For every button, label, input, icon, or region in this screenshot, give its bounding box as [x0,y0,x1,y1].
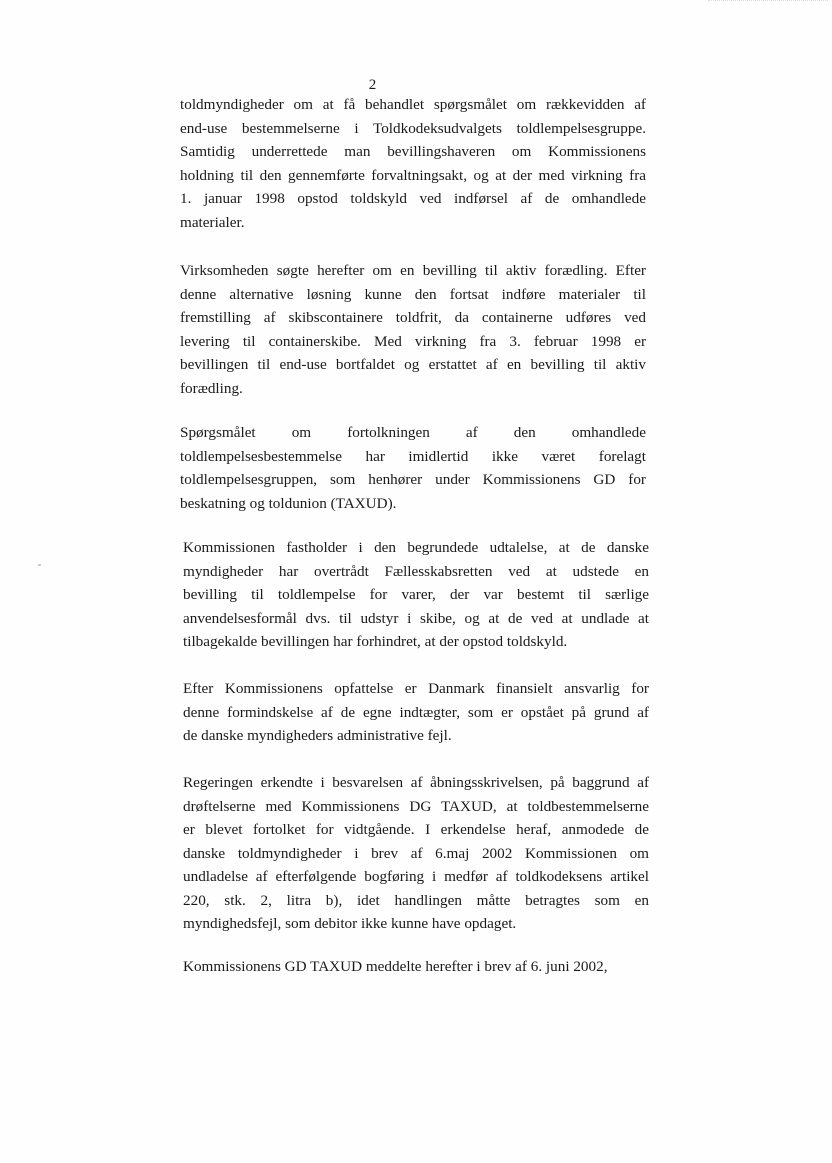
text-line: denne formindskelse af de egne indtægter, som er opstået på grund af [183,703,649,721]
paragraph-3 [180,421,646,515]
text-line: toldmyndigheder om at få behandlet spørgsmålet om rækkevidden af [180,96,646,113]
text-line: tilbagekalde bevillingen har forhindret, at der opstod toldskyld. [183,633,568,650]
scan-artifact [708,0,828,4]
paragraph-4 [183,536,649,654]
paragraph-7 [183,955,649,979]
text-line: myndighedsfejl, som debitor ikke kunne have opdaget. [183,915,517,932]
scan-speck [38,564,41,566]
text-line: end-use bestemmelserne i Toldkodeksudvalgets toldlempelsesgruppe. [180,119,646,137]
text-line: fremstilling af skibscontainere toldfrit, da containerne udføres ved [180,309,646,326]
text-line: toldlempelsesbestemmelse har imidlertid ikke været forelagt [180,447,646,465]
text-line: Kommissionen fastholder i den begrundede udtalelse, at de danske [183,539,649,556]
text-line: undladelse af efterfølgende bogføring i medfør af toldkodeksens artikel [183,868,649,885]
text-line: Spørgsmålet om fortolkningen af den omhandlede [180,424,646,441]
paragraph-1 [180,93,646,234]
text-line: drøftelserne med Kommissionens DG TAXUD, at toldbestemmelserne [183,797,649,815]
text-line: danske toldmyndigheder i brev af 6.maj 2002 Kommissionen om [183,844,649,862]
paragraph-2 [180,259,646,400]
text-line: denne alternative løsning kunne den fortsat indføre materialer til [180,285,646,303]
paragraph-6 [183,771,649,936]
paragraph-5 [183,677,649,748]
text-line: er blevet fortolket for vidtgående. I erkendelse heraf, anmodede de [183,821,649,838]
text-line: myndigheder har overtrådt Fællesskabsretten ved at udstede en [183,562,649,580]
text-line: de danske myndigheders administrative fejl. [183,727,452,744]
text-line: Virksomheden søgte herefter om en bevilling til aktiv forædling. Efter [180,262,646,279]
text-line: 1. januar 1998 opstod toldskyld ved indførsel af de omhandlede [180,190,646,207]
text-line: forædling. [180,379,243,397]
text-line: anvendelsesformål dvs. til udstyr i skibe, og at de ved at undlade at [183,609,649,627]
text-line: Efter Kommissionens opfattelse er Danmark finansielt ansvarlig for [183,680,649,697]
text-line: materialer. [180,213,245,231]
text-line: Samtidig underrettede man bevillingshaveren om Kommissionens [180,143,646,160]
text-line: Regeringen erkendte i besvarelsen af åbningsskrivelsen, på baggrund af [183,774,649,791]
text-line: bevilling til toldlempelse for varer, der var bestemt til særlige [183,586,649,603]
page-number: 2 [368,77,377,93]
text-line: bevillingen til end-use bortfaldet og erstattet af en bevilling til aktiv [180,356,646,373]
text-line: toldlempelsesgruppen, som henhører under Kommissionens GD for [180,471,646,488]
text-line: holdning til den gennemførte forvaltningsakt, og at der med virkning fra [180,166,646,184]
text-line: levering til containerskibe. Med virkning fra 3. februar 1998 er [180,332,646,350]
text-line: beskatning og toldunion (TAXUD). [180,494,397,512]
text-line: Kommissionens GD TAXUD meddelte herefter i brev af 6. juni 2002, [183,958,608,975]
text-line: 220, stk. 2, litra b), idet handlingen måtte betragtes som en [183,891,649,909]
